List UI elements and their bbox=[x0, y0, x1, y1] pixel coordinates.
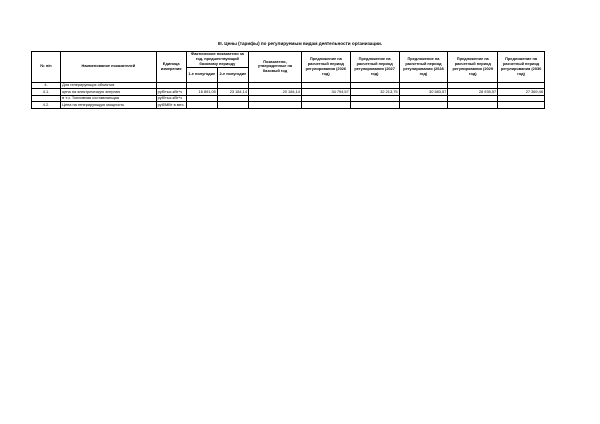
row-2029 bbox=[448, 102, 498, 109]
row-2030 bbox=[498, 82, 545, 89]
row-num bbox=[32, 95, 61, 102]
row-2029 bbox=[448, 95, 498, 102]
row-2027: 32 213,75 bbox=[350, 89, 399, 96]
row-2030 bbox=[498, 102, 545, 109]
row-approved bbox=[249, 102, 302, 109]
row-2029: 28 935,57 bbox=[448, 89, 498, 96]
table-row bbox=[32, 89, 545, 96]
row-h2 bbox=[217, 102, 248, 109]
header-num: № п/п bbox=[32, 52, 61, 83]
row-unit bbox=[156, 82, 186, 89]
table-row bbox=[32, 95, 545, 102]
header-2029: Предложение на расчетный период регулирования (2029 год) bbox=[448, 52, 498, 83]
page-title: III. Цены (тарифы) по регулируемым видам деятельности организации. bbox=[217, 41, 383, 46]
header-unit: Единица измерения bbox=[156, 52, 186, 83]
row-h2: 23 184,14 bbox=[217, 89, 248, 96]
row-2026 bbox=[301, 82, 350, 89]
row-2028: 30 583,57 bbox=[399, 89, 448, 96]
row-num: 4. bbox=[32, 82, 61, 89]
row-2026: 34 794,57 bbox=[301, 89, 350, 96]
row-h1 bbox=[186, 102, 217, 109]
row-approved bbox=[249, 82, 302, 89]
row-2030 bbox=[498, 95, 545, 102]
row-2028 bbox=[399, 95, 448, 102]
row-2026 bbox=[301, 95, 350, 102]
row-num: 4.1. bbox=[32, 89, 61, 96]
row-unit: руб/тыс.кВт*ч bbox=[156, 89, 186, 96]
row-name: в т.ч. Топливная составляющая bbox=[61, 95, 157, 102]
row-h1 bbox=[186, 95, 217, 102]
header-fact-h2: 2-е полугодие bbox=[217, 67, 248, 82]
tariff-table bbox=[31, 51, 545, 109]
row-approved: 20 184,14 bbox=[249, 89, 302, 96]
row-name: Цена на генерирующую мощность bbox=[61, 102, 157, 109]
table-row bbox=[32, 102, 545, 109]
row-2028 bbox=[399, 102, 448, 109]
header-2026: Предложение на расчетный период регулирования (2026 год) bbox=[301, 52, 350, 83]
row-h1: 16 891,05 bbox=[186, 89, 217, 96]
row-2026 bbox=[301, 102, 350, 109]
header-2030: Предложение на расчетный период регулирования (2030 год) bbox=[498, 52, 545, 83]
row-approved bbox=[249, 95, 302, 102]
header-2027: Предложение на расчетный период регулирования (2027 год) bbox=[350, 52, 399, 83]
header-2028: Предложение на расчетный период регулирования (2028 год) bbox=[399, 52, 448, 83]
row-2030: 27 369,46 bbox=[498, 89, 545, 96]
row-num: 4.2. bbox=[32, 102, 61, 109]
header-name: Наименование показателей bbox=[61, 52, 157, 83]
row-h1 bbox=[186, 82, 217, 89]
row-name: цена на электрическую энергию bbox=[61, 89, 157, 96]
row-2027 bbox=[350, 95, 399, 102]
row-h2 bbox=[217, 82, 248, 89]
header-approved: Показатели, утвержденные на базовый год bbox=[249, 52, 302, 83]
header-fact: Фактические показатели за год, предшествующий базовому периоду bbox=[186, 52, 248, 68]
row-2027 bbox=[350, 82, 399, 89]
header-fact-h1: 1-е полугодие bbox=[186, 67, 217, 82]
table-row bbox=[32, 82, 545, 89]
row-2029 bbox=[448, 82, 498, 89]
row-h2 bbox=[217, 95, 248, 102]
row-2028 bbox=[399, 82, 448, 89]
row-name: Для генерирующих объектов bbox=[61, 82, 157, 89]
row-2027 bbox=[350, 102, 399, 109]
row-unit: руб/МВт в мес. bbox=[157, 101, 185, 107]
row-unit: руб/тыс.кВт*ч bbox=[156, 95, 186, 102]
